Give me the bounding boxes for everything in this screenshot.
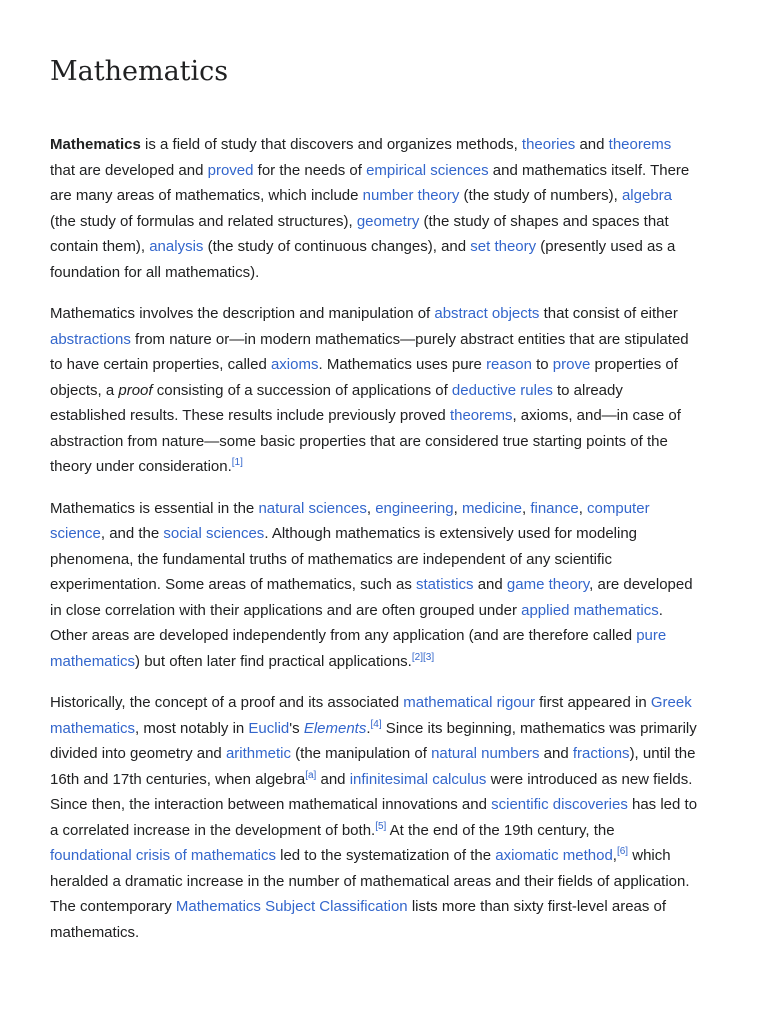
- article-link[interactable]: analysis: [149, 238, 204, 255]
- citation-link[interactable]: [a]: [305, 769, 317, 781]
- text-run: were introduced as new fields. Since then, the interaction between mathematical innovations and: [50, 770, 693, 813]
- text-run: ,: [612, 847, 617, 864]
- article-link[interactable]: Elements: [303, 719, 367, 737]
- article-link[interactable]: engineering: [375, 499, 454, 517]
- article-link[interactable]: geometry: [356, 212, 420, 230]
- article-link[interactable]: prove: [552, 356, 591, 373]
- paragraph: [50, 132, 700, 285]
- text-run: ,: [578, 499, 588, 517]
- article-link[interactable]: pure mathematics: [50, 627, 667, 670]
- citation-ref: [371, 719, 382, 730]
- article-link[interactable]: finance: [530, 499, 579, 517]
- text-run: for the needs of: [253, 161, 367, 179]
- article-link[interactable]: statistics: [416, 576, 474, 593]
- article-link[interactable]: game theory: [506, 576, 590, 593]
- article-link[interactable]: Greek mathematics: [50, 694, 692, 737]
- article-body: [50, 132, 700, 945]
- text-run: ,: [366, 499, 376, 517]
- article-link[interactable]: algebra: [621, 187, 672, 204]
- article-link[interactable]: abstractions: [50, 330, 131, 348]
- citation-ref: [305, 770, 316, 781]
- article-link[interactable]: empirical sciences: [366, 161, 489, 179]
- text-run: . Other areas are developed independently from any application (and are therefore called: [50, 601, 663, 644]
- article-link[interactable]: abstract objects: [434, 305, 540, 322]
- article-link[interactable]: mathematical rigour: [403, 694, 535, 711]
- article-link[interactable]: theorems: [608, 136, 672, 153]
- article-link[interactable]: axiomatic method: [495, 847, 613, 864]
- citation-ref: [423, 652, 434, 663]
- text-run: ,: [453, 499, 462, 517]
- article-link[interactable]: set theory: [470, 238, 537, 255]
- text-run: that consist of either: [539, 305, 678, 322]
- text-run: that are developed and: [50, 161, 208, 179]
- text-run: from nature or—in modern mathematics—purely abstract entities that are stipulated to have certain properties, called: [50, 330, 689, 373]
- article-link[interactable]: infinitesimal calculus: [349, 770, 487, 788]
- article-link[interactable]: foundational crisis of mathematics: [50, 847, 276, 864]
- citation-ref: [232, 457, 243, 468]
- text-run: to: [531, 356, 553, 373]
- article-link[interactable]: arithmetic: [225, 745, 291, 762]
- article-link[interactable]: theorems: [449, 407, 513, 424]
- article-link[interactable]: social sciences: [163, 525, 265, 542]
- citation-link[interactable]: [5]: [375, 820, 387, 832]
- italic-text: proof: [118, 381, 153, 399]
- article-link[interactable]: scientific discoveries: [491, 796, 628, 813]
- text-run: Historically, the concept of a proof and its associated: [50, 694, 404, 711]
- text-run: Since its beginning, mathematics was primarily divided into geometry and: [50, 719, 697, 762]
- text-run: . Mathematics uses pure: [318, 356, 487, 373]
- article-link[interactable]: axioms: [270, 356, 319, 373]
- article-link[interactable]: fractions: [572, 745, 630, 762]
- text-run: , most notably in: [135, 719, 249, 737]
- article-link[interactable]: natural numbers: [431, 745, 540, 762]
- article-link[interactable]: theories: [521, 136, 576, 153]
- text-run: ), until the 16th and 17th centuries, when algebra: [50, 745, 696, 788]
- text-run: led to the systematization of the: [275, 847, 496, 864]
- text-run: , axioms, and—in case of abstraction from nature—some basic properties that are considered true starting points of the theory under consideration.: [50, 407, 681, 475]
- citation-ref: [375, 821, 386, 832]
- text-run: has led to a correlated increase in the development of both.: [50, 796, 698, 839]
- text-run: , and the: [100, 525, 164, 542]
- text-run: (the study of continuous changes), and: [203, 238, 471, 255]
- paragraph: [50, 690, 700, 945]
- text-run: is a field of study that discovers and organizes methods,: [140, 136, 522, 153]
- citation-ref: [617, 846, 628, 857]
- text-run: (the study of numbers),: [459, 187, 622, 204]
- page-title: Mathematics: [50, 56, 229, 87]
- article-link[interactable]: deductive rules: [451, 381, 553, 399]
- text-run: lists more than sixty first-level areas of mathematics.: [50, 898, 667, 941]
- text-run: and: [539, 745, 573, 762]
- article-link[interactable]: Mathematics Subject Classification: [175, 898, 408, 915]
- text-run: 's: [289, 719, 304, 737]
- text-run: ,: [521, 499, 531, 517]
- text-run: (presently used as a foundation for all mathematics).: [50, 238, 676, 281]
- text-run: Mathematics is essential in the: [50, 499, 259, 517]
- paragraph: [50, 496, 700, 675]
- citation-link[interactable]: [6]: [616, 846, 629, 857]
- text-run: , are developed in close correlation with their applications and are often grouped under: [50, 576, 693, 619]
- article-link[interactable]: number theory: [362, 187, 460, 204]
- article-link[interactable]: medicine: [461, 499, 522, 517]
- text-run: .: [366, 719, 371, 737]
- text-run: . Although mathematics is extensively used for modeling phenomena, the fundamental truths of mathematics are independent of any scientific experimentation. Some areas of mathematics, such as: [50, 525, 638, 593]
- text-run: (the study of formulas and related structures),: [50, 212, 357, 230]
- text-run: and: [316, 770, 350, 788]
- article-link[interactable]: Euclid: [248, 719, 290, 737]
- bold-term: Mathematics: [50, 136, 141, 153]
- text-run: (the manipulation of: [290, 745, 432, 762]
- text-run: and: [473, 576, 507, 593]
- text-run: properties of objects, a: [50, 356, 678, 399]
- article-link[interactable]: computer science: [50, 499, 650, 542]
- paragraph: [50, 301, 700, 480]
- text-run: and mathematics itself. There are many areas of mathematics, which include: [50, 161, 690, 204]
- citation-link[interactable]: [4]: [370, 718, 382, 730]
- article-link[interactable]: natural sciences: [258, 499, 367, 517]
- text-run: to already established results. These results include previously proved: [50, 381, 623, 424]
- text-run: which heralded a dramatic increase in the number of mathematical areas and their fields of application. The contemporary: [50, 847, 690, 915]
- text-run: and: [575, 136, 609, 153]
- text-run: ) but often later find practical applications.: [135, 652, 412, 670]
- citation-link[interactable]: [1]: [231, 457, 243, 468]
- text-run: At the end of the 19th century, the: [386, 821, 615, 839]
- text-run: (the study of shapes and spaces that contain them),: [50, 212, 669, 255]
- article-link[interactable]: proved: [207, 161, 254, 179]
- text-run: consisting of a succession of applications of: [152, 381, 452, 399]
- article-link[interactable]: reason: [486, 356, 532, 373]
- text-run: first appeared in: [534, 694, 651, 711]
- citation-link[interactable]: [2]: [411, 651, 423, 663]
- citation-link[interactable]: [3]: [422, 651, 435, 663]
- citation-ref: [412, 652, 423, 663]
- text-run: Mathematics involves the description and manipulation of: [50, 305, 435, 322]
- article-link[interactable]: applied mathematics: [521, 601, 659, 619]
